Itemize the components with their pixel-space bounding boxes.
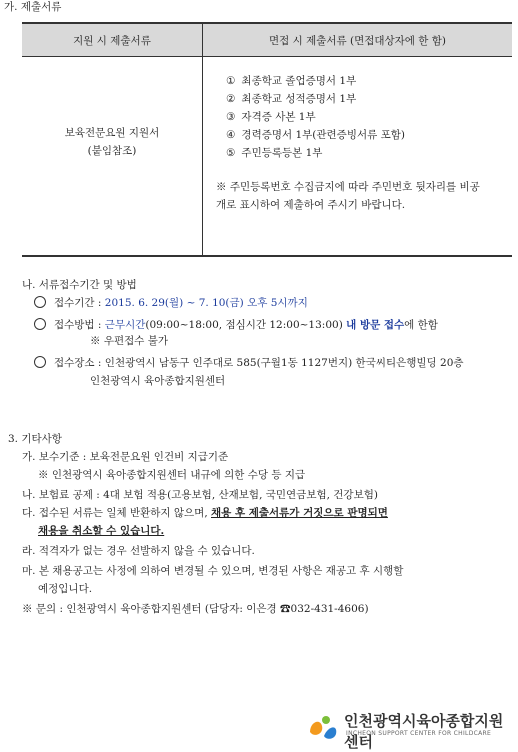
- contact-prefix: ※ 문의 : 인천광역시 육아종합지원센터 (담당자: 이은경: [22, 603, 277, 615]
- contact-phone: 032-431-4606): [290, 603, 369, 615]
- period-row: [34, 296, 308, 310]
- list-item: ④ 경력증명서 1부(관련증빙서류 포함): [226, 129, 405, 141]
- return-warning-2: 채용을 취소할 수 있습니다.: [38, 525, 165, 537]
- section-na-heading: 나. 서류접수기간 및 방법: [22, 279, 137, 291]
- apply-doc-name: 보육전문요원 지원서: [64, 127, 160, 139]
- bullet-circle-icon: [34, 356, 46, 368]
- method-hours-value: (09:00~18:00, 점심시간 12:00~13:00): [145, 319, 343, 331]
- method-row: [34, 318, 438, 332]
- change-line-2: 예정입니다.: [38, 583, 93, 595]
- list-item: ⑤ 주민등록등본 1부: [226, 147, 323, 159]
- method-label: 접수방법 :: [54, 319, 102, 331]
- place-label: 접수장소 :: [54, 357, 102, 369]
- list-item: ③ 자격증 사본 1부: [226, 111, 316, 123]
- interview-docs-cell: [203, 57, 513, 257]
- table-body-row: [22, 57, 512, 257]
- change-line-1: 마. 본 채용공고는 사정에 의하여 변경될 수 있으며, 변경된 사항은 재공고 후 시행할: [22, 565, 404, 577]
- method-note: ※ 우편접수 불가: [90, 335, 169, 347]
- salary-note: ※ 인천광역시 육아종합지원센터 내규에 의한 수당 등 지급: [38, 469, 306, 481]
- method-visit: 내 방문 접수: [346, 319, 405, 331]
- contact-line: [22, 602, 369, 616]
- interview-doc-list: [204, 58, 511, 162]
- bullet-circle-icon: [34, 296, 46, 308]
- apply-doc-note: (붙임참조): [87, 145, 137, 157]
- place-org: 인천광역시 육아종합지원센터: [90, 375, 226, 387]
- section-3-heading: 3. 기타사항: [8, 433, 62, 445]
- return-prefix: 다. 접수된 서류는 일체 반환하지 않으며,: [22, 507, 208, 519]
- section-ga-heading: 가. 제출서류: [4, 1, 62, 13]
- return-warning-1: 채용 후 제출서류가 거짓으로 판명되면: [211, 507, 388, 519]
- list-item: ② 최종학교 성적증명서 1부: [226, 93, 357, 105]
- no-fit-line: 라. 적격자가 없는 경우 선발하지 않을 수 있습니다.: [22, 545, 255, 557]
- childcare-logo-icon: [306, 712, 340, 740]
- header-interview-docs: 면접 시 제출서류 (면접대상자에 한 함): [203, 23, 513, 57]
- method-hours-label: 근무시간: [104, 319, 146, 331]
- bullet-circle-icon: [34, 318, 46, 330]
- logo-english: INCHEON SUPPORT CENTER FOR CHILDCARE: [346, 730, 492, 737]
- return-line: [22, 506, 388, 520]
- resident-number-notice: ※ 주민등록번호 수집금지에 따라 주민번호 뒷자리를 비공개로 표시하여 제출하여 주시기 바랍니다.: [216, 181, 480, 211]
- place-address: 인천광역시 남동구 인주대로 585(구월1동 1127번지) 한국씨티은행빌딩 20층: [104, 357, 464, 369]
- logo-name: 인천광역시육아종합지원센터: [344, 712, 504, 751]
- method-suffix: 에 한함: [404, 319, 438, 331]
- apply-docs-cell: [22, 57, 203, 257]
- period-label: 접수기간 :: [54, 297, 102, 309]
- header-apply-docs: 지원 시 제출서류: [22, 23, 203, 57]
- phone-icon: ☎: [280, 603, 291, 615]
- insurance-line: 나. 보험료 공제 : 4대 보험 적용(고용보험, 산재보험, 국민연금보험, 건강보험): [22, 489, 378, 501]
- salary-line: 가. 보수기준 : 보육전문요원 인건비 지급기준: [22, 451, 229, 463]
- table-header-row: [22, 23, 512, 57]
- center-logo: [306, 708, 506, 751]
- period-value: 2015. 6. 29(월) ~ 7. 10(금) 오후 5시까지: [104, 297, 308, 309]
- place-row: [34, 356, 464, 370]
- list-item: ① 최종학교 졸업증명서 1부: [226, 75, 357, 87]
- submission-docs-table: [22, 22, 512, 257]
